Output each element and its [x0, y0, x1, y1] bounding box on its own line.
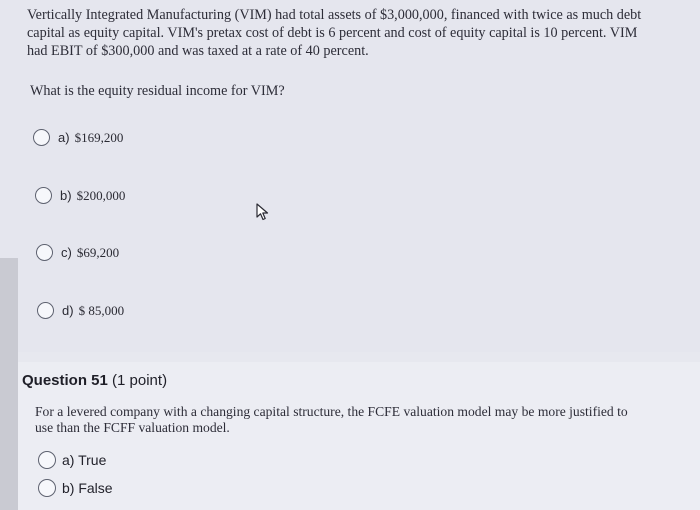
option-c[interactable] — [36, 244, 119, 261]
question-51-heading — [22, 372, 167, 389]
option-label: a) True — [62, 452, 107, 468]
option-a[interactable] — [33, 129, 123, 146]
radio-button[interactable] — [38, 451, 56, 469]
option-letter: d) — [62, 303, 74, 318]
option-value: $200,000 — [76, 187, 126, 203]
radio-button[interactable] — [33, 129, 50, 146]
option-label: b) False — [62, 480, 113, 496]
option-value: $69,200 — [76, 244, 120, 260]
mouse-pointer-icon — [256, 203, 270, 226]
radio-button[interactable] — [36, 244, 53, 261]
option-true[interactable] — [38, 451, 106, 469]
question-text: Vertically Integrated Manufacturing (VIM) had total assets of $3,000,000, financed with twice as much debt capital as equity capital. VIM's pretax cost of debt is 6 percent and cost of equity capital is 10 percent. VIM had EBIT of $300,000 and was taxed at a rate of 40 percent. — [27, 7, 642, 59]
question-51-points: (1 point) — [112, 372, 168, 389]
option-value: $ 85,000 — [78, 302, 125, 318]
question-prompt: What is the equity residual income for VIM? — [30, 83, 285, 99]
radio-button[interactable] — [37, 302, 54, 319]
option-false[interactable] — [38, 479, 113, 497]
question-51-title: Question 51 — [22, 372, 108, 389]
question-51-text: For a levered company with a changing capital structure, the FCFE valuation model may be more justified to use than the FCFF valuation model. — [35, 404, 628, 435]
radio-button[interactable] — [35, 187, 52, 204]
option-letter: a) — [58, 130, 70, 145]
option-letter: c) — [61, 245, 72, 260]
option-d[interactable] — [37, 302, 124, 319]
option-value: $169,200 — [74, 129, 124, 145]
left-edge-bar — [0, 258, 18, 510]
option-b[interactable] — [35, 187, 125, 204]
radio-button[interactable] — [38, 479, 56, 497]
option-letter: b) — [60, 188, 72, 203]
